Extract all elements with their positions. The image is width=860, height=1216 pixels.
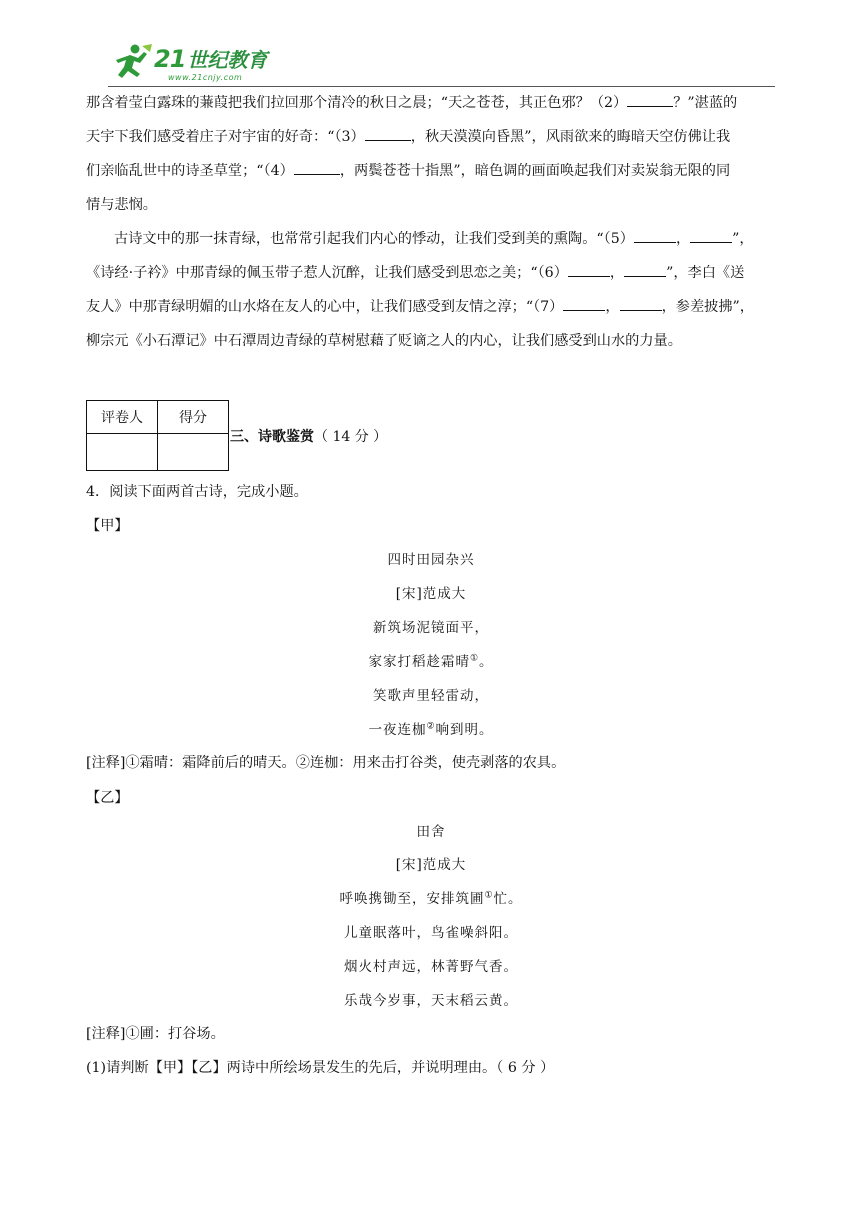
blank-6a [568, 262, 610, 277]
para2-line-2: 《诗经·子衿》中那青绿的佩玉带子惹人沉醉，让我们感受到思恋之美；“（6） ， ”，李白《送 [86, 256, 776, 290]
blank-5b [690, 228, 732, 243]
poem2-line-2: 儿童眠落叶，鸟雀噪斜阳。 [344, 925, 518, 941]
grader-cell [87, 434, 158, 471]
poem1-notes: [注释]①霜晴：霜降前后的晴天。②连枷：用来击打谷类，使壳剥落的农具。 [86, 755, 566, 771]
blank-4 [294, 160, 340, 175]
score-table [86, 400, 229, 471]
poem2-line-3: 烟火村声远，林菁野气香。 [344, 959, 518, 975]
poem2-marker: 【乙】 [86, 790, 129, 806]
poem1-author: [宋]范成大 [395, 586, 467, 602]
blank-2 [627, 92, 673, 107]
paragraph-1 [86, 86, 776, 222]
para2-line-3: 友人》中那青绿明媚的山水烙在友人的心中，让我们感受到友情之淳；“（7） ， ，参差披拂”， [86, 290, 776, 324]
score-label: 得分 [158, 401, 229, 434]
logo-wordmark [154, 44, 267, 73]
grader-label: 评卷人 [87, 401, 158, 434]
poem2-line-1: 呼唤携锄至，安排筑圃①忙。 [339, 890, 523, 907]
poem1-line-3: 笑歌声里轻雷动， [373, 688, 489, 704]
blank-3 [365, 126, 411, 141]
poem1-line-1: 新筑场泥镜面平， [373, 620, 489, 636]
para1-line-4: 情与悲悯。 [86, 197, 157, 213]
blank-7a [563, 296, 605, 311]
poem2-notes: [注释]①圃：打谷场。 [86, 1026, 225, 1042]
poem1-title: 四时田园杂兴 [387, 552, 475, 568]
para1-line-3: 们亲临乱世中的诗圣草堂；“（4） ，两鬓苍苍十指黑”，暗色调的画面唤起我们对卖炭翁无限的同 [86, 154, 776, 188]
blank-5a [634, 228, 676, 243]
poem1-marker: 【甲】 [86, 518, 129, 534]
question-4: 4．阅读下面两首古诗，完成小题。 [86, 484, 308, 500]
blank-6b [624, 262, 666, 277]
logo-chinese: 世纪教育 [187, 48, 268, 72]
logo-number: 21 [154, 45, 186, 73]
para1-line-2: 天宇下我们感受着庄子对宇宙的好奇：“（3） ，秋天漠漠向昏黑”，风雨欲来的晦暗天空仿佛让我 [86, 120, 776, 154]
para1-line-1: 那含着莹白露珠的蒹葭把我们拉回那个清冷的秋日之晨；“天之苍苍，其正色邪？（2） ？”湛蓝的 [86, 86, 776, 120]
poem2-author: [宋]范成大 [395, 857, 467, 873]
logo-url: www.21cnjy.com [168, 73, 243, 82]
para2-line-4: 柳宗元《小石潭记》中石潭周边青绿的草树慰藉了贬谪之人的内心，让我们感受到山水的力量。 [86, 333, 682, 349]
section-heading: 三、诗歌鉴赏（ 14 分 ） [230, 429, 388, 445]
blank-7b [620, 296, 662, 311]
sub-question-1: (1)请判断【甲】【乙】两诗中所绘场景发生的先后，并说明理由。（ 6 分 ） [86, 1060, 555, 1076]
page-header [108, 40, 775, 86]
poem2-line-4: 乐哉今岁事，天末稻云黄。 [344, 993, 518, 1009]
runner-logo-icon [108, 42, 154, 82]
paragraph-2 [86, 222, 776, 358]
score-cell [158, 434, 229, 471]
poem1-line-4: 一夜连枷②响到明。 [368, 721, 494, 738]
poem1-line-2: 家家打稻趁霜晴①。 [368, 653, 494, 670]
para2-line-1: 古诗文中的那一抹青绿，也常常引起我们内心的悸动，让我们受到美的熏陶。“（5） ， ”， [86, 222, 776, 256]
poem2-title: 田舍 [416, 824, 446, 840]
